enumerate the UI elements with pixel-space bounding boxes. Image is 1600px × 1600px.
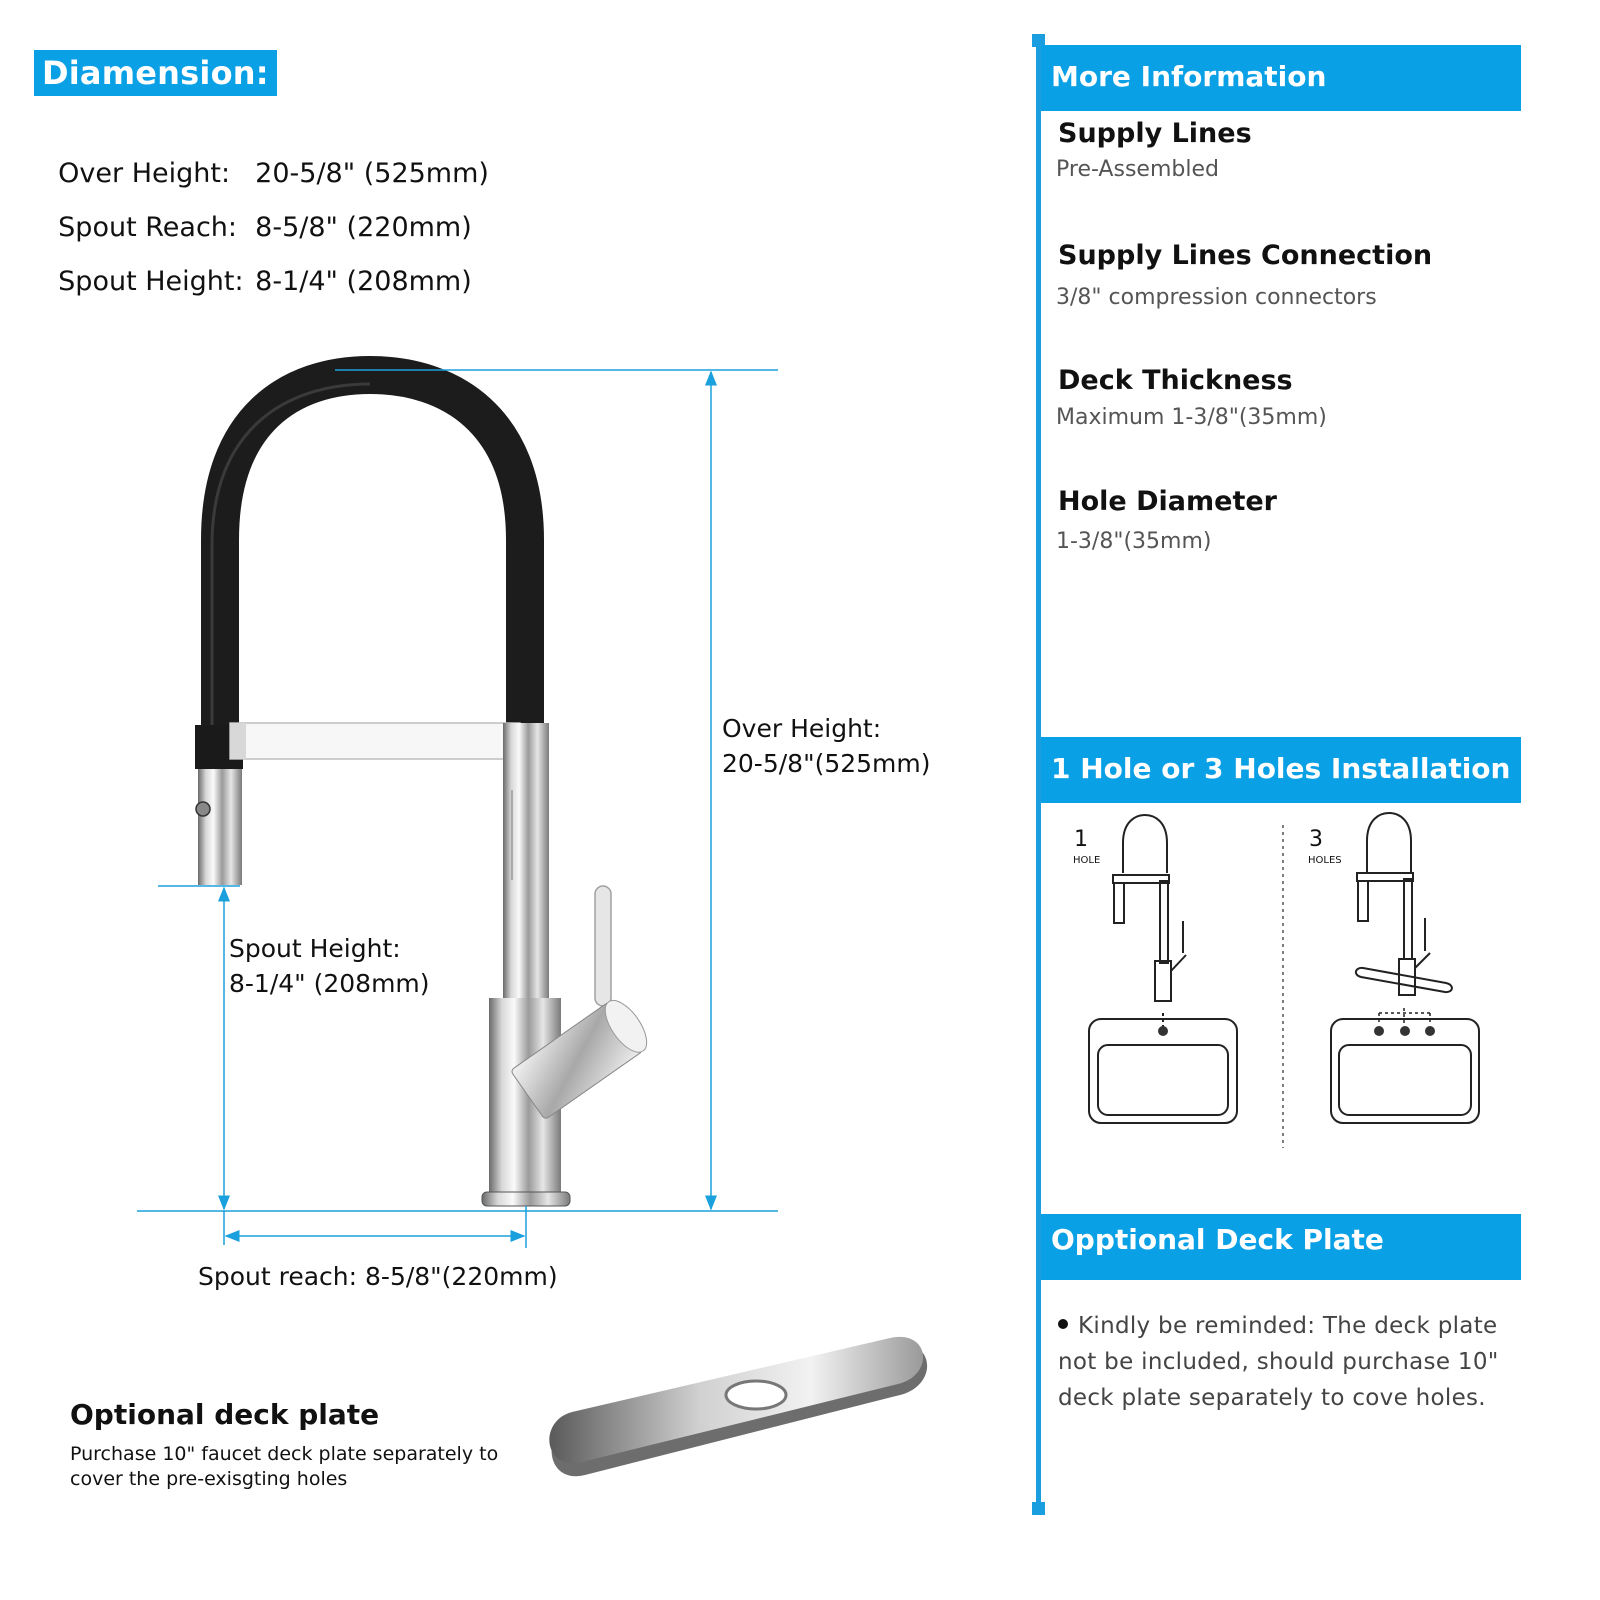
one-hole-faucet-icon xyxy=(1113,815,1186,1001)
spout-reach-annotation: Spout reach: 8-5/8"(220mm) xyxy=(198,1262,558,1291)
sprayer-head xyxy=(198,769,242,885)
spec-heading-deck-thickness: Deck Thickness xyxy=(1058,365,1293,396)
deck-plate-image xyxy=(549,1337,927,1476)
dimension-label: Spout Height: xyxy=(58,266,244,297)
sprayer-button xyxy=(196,802,210,816)
three-holes-faucet-icon xyxy=(1356,813,1452,995)
spout-height-label: Spout Height: xyxy=(229,934,401,963)
install-option-3-label: HOLES xyxy=(1308,855,1342,866)
install-option-3-number: 3 xyxy=(1309,827,1323,852)
dimension-value: 20-5/8" (525mm) xyxy=(255,158,489,189)
faucet-neck xyxy=(503,723,549,1003)
over-height-annotation xyxy=(722,711,931,781)
spout-bridge xyxy=(230,723,520,759)
installation-illustration xyxy=(1041,803,1521,1163)
over-height-label: Over Height: xyxy=(722,714,882,743)
deck-plate-note xyxy=(1058,1308,1513,1416)
more-information-header: More Information xyxy=(1041,45,1521,111)
dimension-value: 8-1/4" (208mm) xyxy=(255,266,472,297)
sink-hole-icon xyxy=(1425,1026,1435,1036)
dimension-value: 8-5/8" (220mm) xyxy=(255,212,472,243)
deck-plate-note-text: Kindly be reminded: The deck plate not be included, should purchase 10" deck plate separately to cove holes. xyxy=(1058,1313,1499,1411)
dimension-label: Over Height: xyxy=(58,158,231,189)
spout-height-value: 8-1/4" (208mm) xyxy=(229,969,430,998)
bullet-icon xyxy=(1058,1319,1068,1329)
spec-heading-hole-diameter: Hole Diameter xyxy=(1058,486,1277,517)
spec-heading-supply-lines-connection: Supply Lines Connection xyxy=(1058,240,1433,271)
spec-value-hole-diameter: 1-3/8"(35mm) xyxy=(1056,529,1212,554)
sink-hole-icon xyxy=(1158,1026,1168,1036)
optional-deck-plate-header: Opptional Deck Plate xyxy=(1041,1214,1521,1280)
spec-value-deck-thickness: Maximum 1-3/8"(35mm) xyxy=(1056,405,1327,430)
sink-hole-icon xyxy=(1374,1026,1384,1036)
optional-deck-plate-title: Optional deck plate xyxy=(70,1398,380,1431)
spec-value-supply-lines-connection: 3/8" compression connectors xyxy=(1056,285,1377,310)
optional-deck-plate-description: Purchase 10" faucet deck plate separately to cover the pre-exisgting holes xyxy=(70,1443,499,1490)
info-rail-cap-bottom xyxy=(1032,1502,1045,1515)
dimension-label: Spout Reach: xyxy=(58,212,238,243)
spec-heading-supply-lines: Supply Lines xyxy=(1058,118,1252,149)
spout-height-annotation xyxy=(229,931,430,1001)
faucet-hose xyxy=(212,375,525,728)
faucet-base xyxy=(482,1192,570,1206)
sink-hole-icon xyxy=(1400,1026,1410,1036)
over-height-value: 20-5/8"(525mm) xyxy=(722,749,931,778)
spec-value-supply-lines: Pre-Assembled xyxy=(1056,157,1219,182)
install-option-1-label: HOLE xyxy=(1073,855,1101,866)
faucet-handle-lever xyxy=(595,886,611,1006)
installation-header: 1 Hole or 3 Holes Installation xyxy=(1041,737,1521,803)
install-option-1-number: 1 xyxy=(1074,827,1088,852)
dimension-title: Diamension: xyxy=(34,50,277,96)
